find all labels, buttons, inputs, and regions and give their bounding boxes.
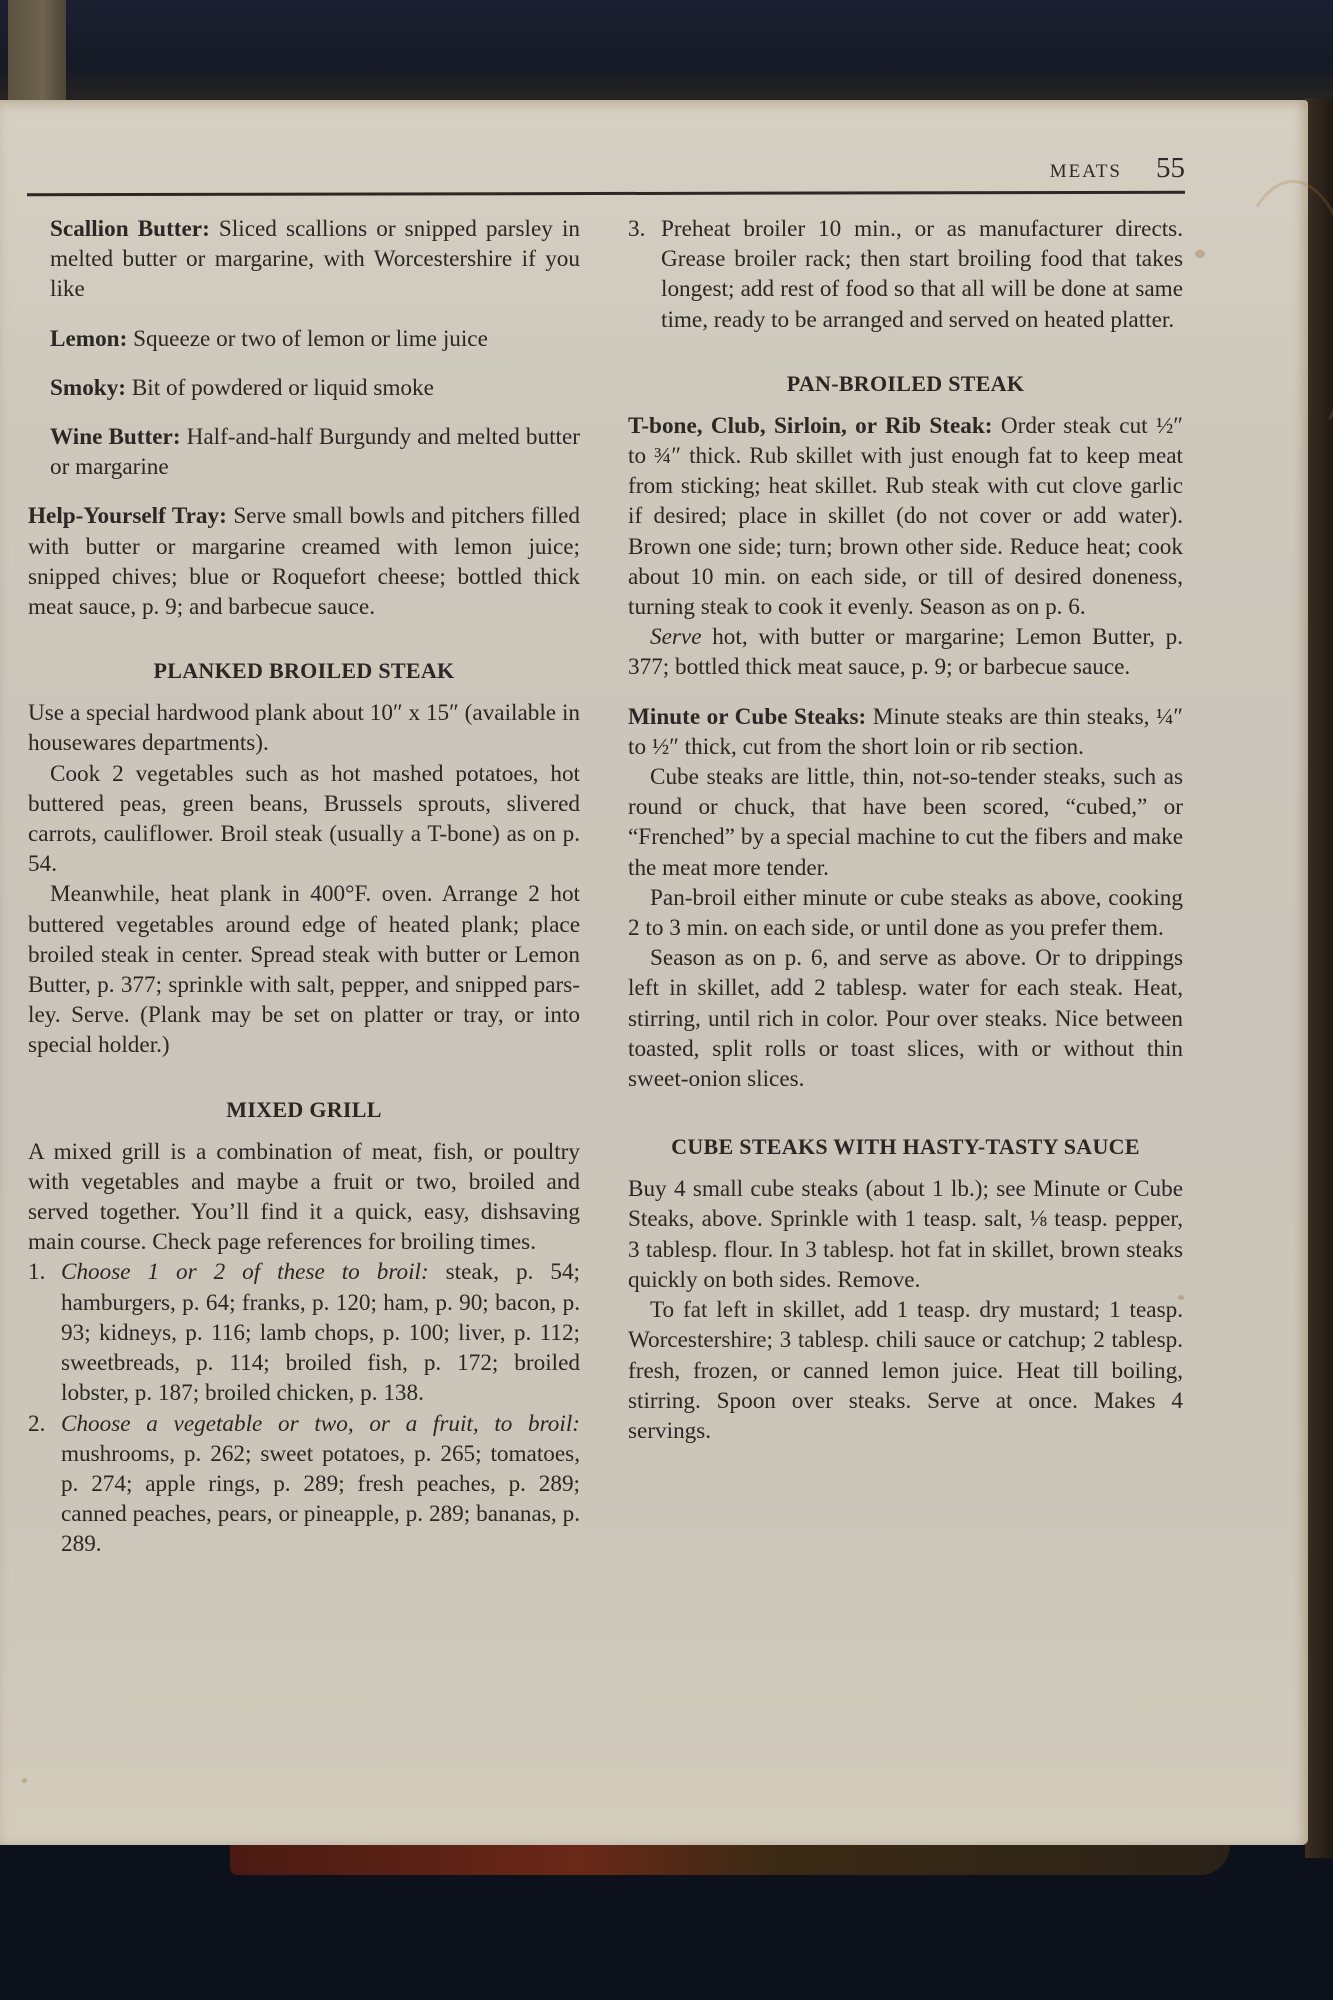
step-italic: Choose a vegetable or two, or a fruit, to broil: — [61, 1410, 580, 1437]
heading-planked-broiled-steak: PLANKED BROILED STEAK — [153, 658, 455, 684]
section-name: MEATS — [1049, 161, 1122, 182]
butter-variations — [28, 214, 580, 482]
list-item — [28, 1257, 580, 1408]
paragraph: Meanwhile, heat plank in 400°F. oven. Arrange 2 hot buttered vegetables around edge of heated plank; place broiled steak in center. Spread steak with butter or Lemon Butter, p. 377; sprinkle with salt, pepper, and snipped parsley. Serve. (Plank may be set on platter or tray, or into special holder.) — [28, 881, 580, 1059]
entry-lead: Smoky: — [50, 374, 127, 401]
paper-speck — [1195, 250, 1205, 258]
entry-lead: Help-Yourself Tray: — [28, 503, 227, 530]
entry-text: Bit of powdered or liquid smoke — [126, 374, 434, 401]
bookmark-tab — [8, 0, 66, 112]
wine-butter-entry — [50, 422, 580, 482]
list-body — [61, 1409, 580, 1560]
list-number: 2. — [28, 1410, 46, 1437]
entry-lead: Scallion Butter: — [50, 216, 210, 242]
heading-mixed-grill: MIXED GRILL — [226, 1096, 382, 1122]
heading-pan-broiled-steak: PAN-BROILED STEAK — [786, 370, 1025, 396]
paragraph: Use a special hardwood plank about 10″ x 15″ (available in housewares departments). — [28, 700, 580, 757]
entry-text: Squeeze or two of lemon or lime juice — [127, 325, 488, 352]
entry-text: Half-and-half Burgundy and melted butter or margarine — [50, 424, 580, 481]
book-cover-bottom-edge — [230, 1845, 1230, 1875]
list-body — [61, 1257, 580, 1408]
list-body: Preheat broiler 10 min., or as manufacturer directs. Grease broiler rack; then start broiling food that takes longest; add rest of food so that all will be done at same time, ready to be arranged and served on heated platter. — [661, 216, 1183, 333]
paragraph: Cube steaks are little, thin, not-so-tender steaks, such as round or chuck, that have been scored, “cubed,” or “Frenched” by a special machine to cut the fibers and make the meat more tender. — [628, 764, 1183, 881]
serve-italic: Serve — [650, 624, 702, 651]
tbone-entry — [628, 411, 1183, 622]
entry-text: Minute steaks are thin steaks, ¼″ to ½″ thick, cut from the short loin or rib section. — [628, 703, 1183, 760]
serve-paragraph — [628, 622, 1183, 682]
right-column — [628, 214, 1183, 1446]
entry-lead: Lemon: — [50, 325, 128, 352]
entry-lead: Wine Butter: — [50, 424, 181, 451]
paragraph: Cook 2 vegetables such as hot mashed potatoes, hot buttered peas, green beans, Brussels sprouts, slivered carrots, cauliflower. Broil steak (usually a T-bone) as on p. 54. — [28, 760, 580, 878]
paragraph: A mixed grill is a combination of meat, fish, or poultry with vegetables and maybe a fruit or two, broiled and served together. You’ll find it a quick, easy, dishsaving main course. Check page references for broiling times. — [28, 1138, 580, 1256]
list-number: 1. — [28, 1259, 46, 1286]
step-text: steak, p. 54; hamburgers, p. 64; franks, p. 120; ham, p. 90; bacon, p. 93; kidneys, p. 116; lamb chops, p. 100; liver, p. 112; sweetbreads, p. 114; broiled fish, p. 172; broiled lobster, p. 187; broiled chicken, p. 138. — [61, 1259, 580, 1407]
list-number: 3. — [628, 216, 646, 242]
list-item — [28, 1409, 580, 1560]
scallion-butter-entry — [50, 214, 580, 305]
paragraph: To fat left in skillet, add 1 teasp. dry mustard; 1 teasp. Worcestershire; 3 tablesp. chili sauce or catchup; 2 tablesp. fresh, frozen, or canned lemon juice. Heat till boiling, stirring. Spoon over steaks. Serve at once. Makes 4 servings. — [628, 1297, 1183, 1444]
paragraph: Pan-broil either minute or cube steaks as above, cooking 2 to 3 min. on each side, or until done as you prefer them. — [628, 884, 1183, 942]
entry-text: Serve small bowls and pitchers filled with butter or margarine creamed with lemon juice; snipped chives; blue or Roquefort cheese; bottled thick meat sauce, p. 9; and barbecue sauce. — [28, 503, 580, 621]
entry-text: Order steak cut ½″ to ¾″ thick. Rub skillet with just enough fat to keep meat from sticking; heat skillet. Rub steak with cut clove garlic if desired; place in skillet (do not cover or add water). Brown one side; turn; brown other side. Reduce heat; cook about 10 min. on each side, or till of desired doneness, turning steak to cook it evenly. Season as on p. 6. — [628, 412, 1183, 621]
entry-lead: T-bone, Club, Sirloin, or Rib Steak: — [628, 412, 993, 439]
minute-cube-entry — [628, 702, 1183, 762]
heading-cube-steaks-hasty-tasty-sauce: CUBE STEAKS WITH HASTY-TASTY SAUCE — [671, 1134, 1140, 1160]
step-text: mushrooms, p. 262; sweet potatoes, p. 265; tomatoes, p. 274; apple rings, p. 289; fresh peaches, p. 289; canned peaches, pears, or pineapple, p. 289; bananas, p. 289. — [61, 1440, 580, 1558]
entry-text: hot, with butter or margarine; Lemon Butter, p. 377; bottled thick meat sauce, p. 9; or barbecue sauce. — [628, 624, 1183, 681]
smoky-entry — [50, 373, 580, 403]
help-yourself-tray — [28, 501, 580, 622]
page-number: 55 — [1156, 152, 1185, 184]
entry-lead: Minute or Cube Steaks: — [628, 703, 867, 730]
running-head — [1000, 152, 1185, 185]
lemon-entry — [50, 324, 580, 354]
entry-text: Sliced scallions or snipped parsley in melted butter or margarine, with Worcestershire if you like — [50, 216, 580, 303]
paragraph: Buy 4 small cube steaks (about 1 lb.); see Minute or Cube Steaks, above. Sprinkle with 1 teasp. salt, ⅛ teasp. pepper, 3 tablesp. flour. In 3 tablesp. hot fat in skillet, brown steaks quickly on both sides. Remove. — [628, 1176, 1183, 1293]
paragraph: Season as on p. 6, and serve as above. Or to drippings left in skillet, add 2 tablesp. water for each steak. Heat, stirring, until rich in color. Pour over steaks. Nice between toasted, split rolls or toast slices, with or without thin sweet-onion slices. — [628, 945, 1183, 1093]
paper-speck — [22, 1778, 27, 1783]
dark-background — [0, 0, 1333, 110]
step-italic: Choose 1 or 2 of these to broil: — [61, 1259, 429, 1286]
list-item — [628, 214, 1183, 335]
mixed-grill-steps — [28, 1257, 580, 1559]
water-stain — [1230, 180, 1333, 446]
left-column — [28, 214, 580, 1560]
